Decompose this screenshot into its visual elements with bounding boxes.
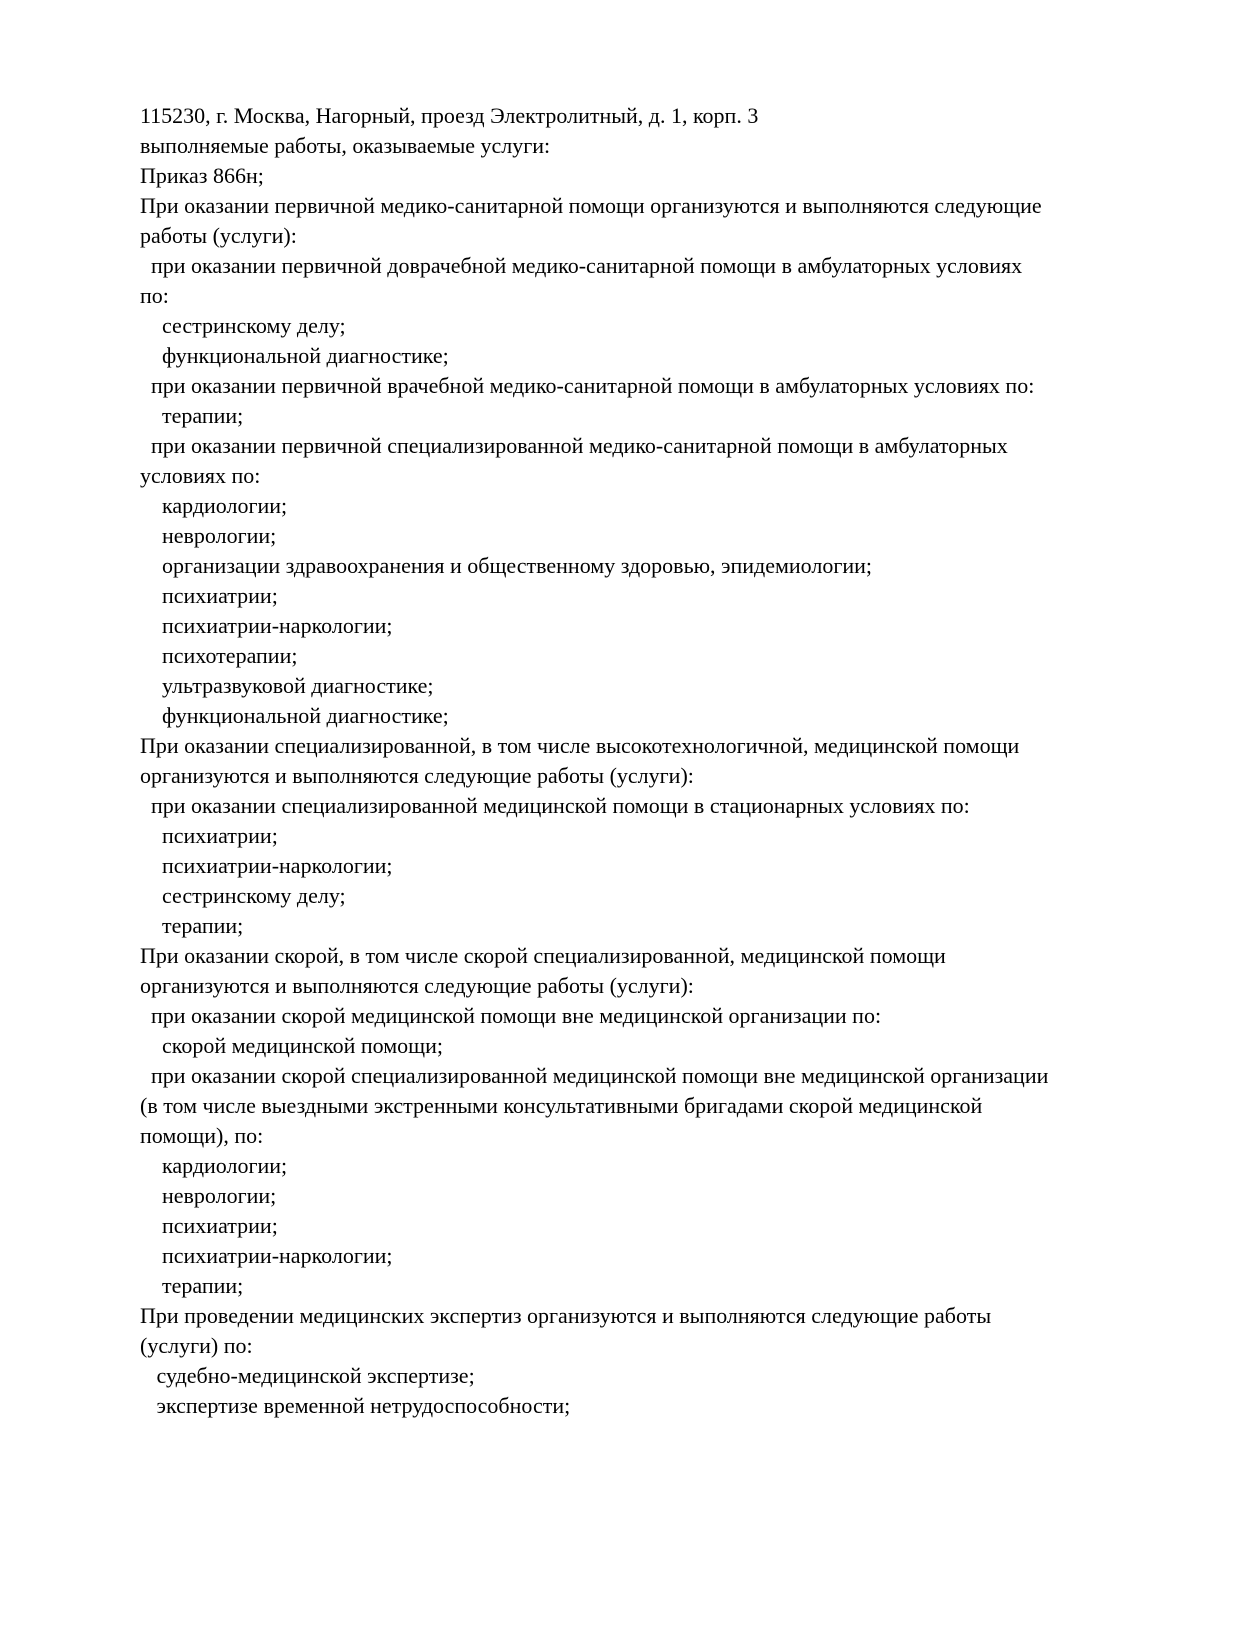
document-line: выполняемые работы, оказываемые услуги: <box>140 133 551 158</box>
document-line: организуются и выполняются следующие работы (услуги): <box>140 763 694 788</box>
document-line: помощи), по: <box>140 1123 264 1148</box>
document-line: сестринскому делу; <box>140 313 346 338</box>
document-line: при оказании скорой медицинской помощи вне медицинской организации по: <box>140 1003 882 1028</box>
document-line: При оказании скорой, в том числе скорой специализированной, медицинской помощи <box>140 943 946 968</box>
document-line: При оказании специализированной, в том числе высокотехнологичной, медицинской помощи <box>140 733 1020 758</box>
document-line: психиатрии-наркологии; <box>140 853 393 878</box>
document-line: судебно-медицинской экспертизе; <box>140 1363 475 1388</box>
document-line: психотерапии; <box>140 643 298 668</box>
document-line: при оказании первичной доврачебной медико-санитарной помощи в амбулаторных условиях <box>140 253 1023 278</box>
document-line: (услуги) по: <box>140 1333 253 1358</box>
document-line: психиатрии-наркологии; <box>140 1243 393 1268</box>
document-line: организации здравоохранения и общественному здоровью, эпидемиологии; <box>140 553 873 578</box>
document-line: кардиологии; <box>140 493 288 518</box>
document-line: психиатрии; <box>140 1213 278 1238</box>
document-text-block <box>140 101 1048 1421</box>
document-line: неврологии; <box>140 1183 277 1208</box>
document-line: При оказании первичной медико-санитарной помощи организуются и выполняются следующие <box>140 193 1042 218</box>
document-line: работы (услуги): <box>140 223 297 248</box>
document-line: психиатрии; <box>140 583 278 608</box>
document-line: психиатрии; <box>140 823 278 848</box>
document-line: при оказании первичной специализированной медико-санитарной помощи в амбулаторных <box>140 433 1008 458</box>
document-line: скорой медицинской помощи; <box>140 1033 444 1058</box>
document-line: ультразвуковой диагностике; <box>140 673 434 698</box>
document-line: при оказании скорой специализированной медицинской помощи вне медицинской организации <box>140 1063 1049 1088</box>
document-line: при оказании специализированной медицинской помощи в стационарных условиях по: <box>140 793 970 818</box>
document-line: экспертизе временной нетрудоспособности; <box>140 1393 571 1418</box>
document-line: функциональной диагностике; <box>140 703 449 728</box>
document-line: терапии; <box>140 1273 244 1298</box>
document-line: психиатрии-наркологии; <box>140 613 393 638</box>
document-line: кардиологии; <box>140 1153 288 1178</box>
document-line: функциональной диагностике; <box>140 343 449 368</box>
document-line: терапии; <box>140 403 244 428</box>
document-line: терапии; <box>140 913 244 938</box>
document-line: (в том числе выездными экстренными консультативными бригадами скорой медицинской <box>140 1093 983 1118</box>
document-line: Приказ 866н; <box>140 163 264 188</box>
document-line: неврологии; <box>140 523 277 548</box>
document-line: по: <box>140 283 169 308</box>
document-line: при оказании первичной врачебной медико-санитарной помощи в амбулаторных условиях по: <box>140 373 1035 398</box>
document-line: организуются и выполняются следующие работы (услуги): <box>140 973 694 998</box>
document-line: При проведении медицинских экспертиз организуются и выполняются следующие работы <box>140 1303 992 1328</box>
document-line: условиях по: <box>140 463 261 488</box>
document-line: сестринскому делу; <box>140 883 346 908</box>
document-line: 115230, г. Москва, Нагорный, проезд Электролитный, д. 1, корп. 3 <box>140 103 759 128</box>
